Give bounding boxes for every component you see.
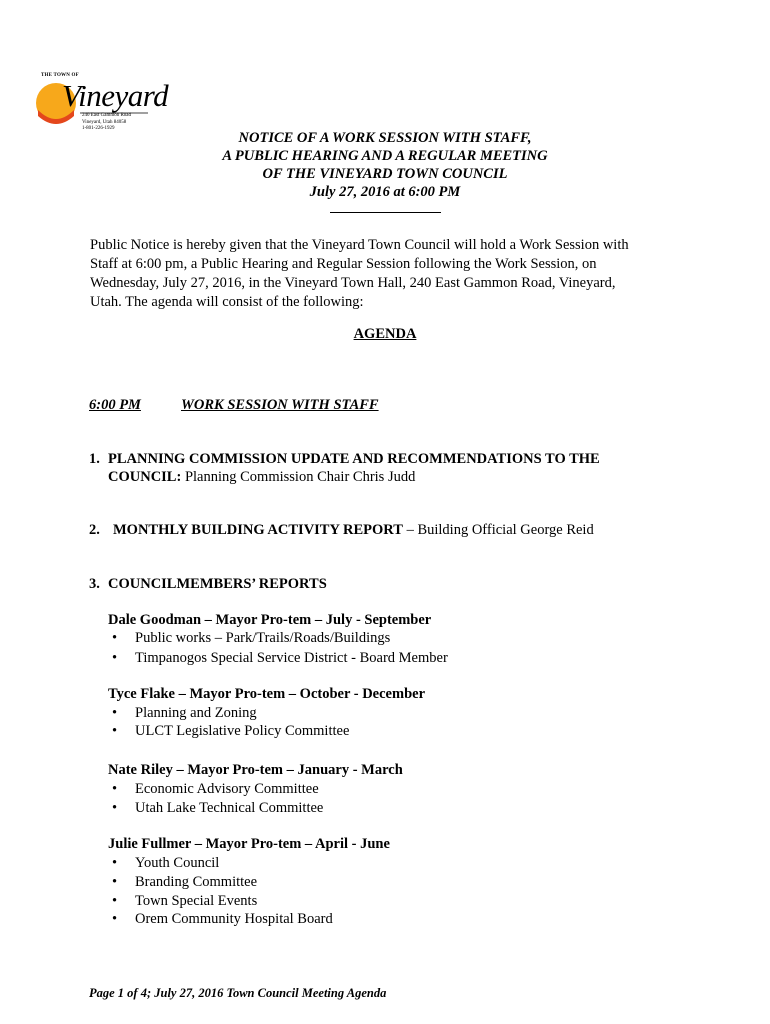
member-duty: Town Special Events: [135, 893, 258, 909]
item-title: COUNCILMEMBERS’ REPORTS: [108, 576, 327, 592]
item-number: 1.: [89, 451, 100, 467]
paragraph-line: Public Notice is hereby given that the Vineyard Town Council will hold a Work Session with: [90, 237, 629, 253]
paragraph-line: Staff at 6:00 pm, a Public Hearing and Regular Session following the Work Session, on: [90, 256, 597, 272]
bullet-icon: •: [112, 893, 118, 909]
header-divider: [330, 212, 441, 213]
member-duty: Economic Advisory Committee: [135, 781, 319, 797]
item-number: 3.: [89, 576, 100, 592]
member-duty: ULCT Legislative Policy Committee: [135, 723, 350, 739]
paragraph-line: Wednesday, July 27, 2016, in the Vineyard Town Hall, 240 East Gammon Road, Vineyard,: [90, 275, 616, 291]
member-heading: Tyce Flake – Mayor Pro-tem – October - December: [108, 686, 426, 702]
item-presenter: [108, 469, 415, 486]
member-duty: Timpanogos Special Service District - Board Member: [135, 650, 448, 666]
notice-title-line: NOTICE OF A WORK SESSION WITH STAFF,: [238, 130, 532, 146]
item-title: PLANNING COMMISSION UPDATE AND RECOMMENDATIONS TO THE: [108, 451, 600, 467]
bullet-icon: •: [112, 911, 118, 927]
notice-title-line: OF THE VINEYARD TOWN COUNCIL: [262, 166, 508, 182]
bullet-icon: •: [112, 723, 118, 739]
member-duty: Branding Committee: [135, 874, 258, 890]
item-line: [113, 522, 594, 539]
member-heading: Dale Goodman – Mayor Pro-tem – July - September: [108, 612, 432, 628]
bullet-icon: •: [112, 630, 118, 646]
item-presenter-text: – Building Official George Reid: [402, 522, 594, 538]
logo-address-line: 240 East Gammon Road: [82, 113, 132, 118]
notice-title-line: A PUBLIC HEARING AND A REGULAR MEETING: [222, 148, 548, 164]
member-duty: Youth Council: [135, 855, 220, 871]
bullet-icon: •: [112, 781, 118, 797]
member-duty: Planning and Zoning: [135, 705, 257, 721]
agenda-heading: AGENDA: [353, 326, 417, 342]
bullet-icon: •: [112, 705, 118, 721]
item-title: MONTHLY BUILDING ACTIVITY REPORT: [113, 522, 403, 538]
paragraph-line: Utah. The agenda will consist of the following:: [90, 294, 364, 310]
bullet-icon: •: [112, 874, 118, 890]
work-session-title: WORK SESSION WITH STAFF: [181, 397, 379, 413]
bullet-icon: •: [112, 800, 118, 816]
member-duty: Orem Community Hospital Board: [135, 911, 333, 927]
meeting-date: July 27, 2016 at 6:00 PM: [309, 184, 461, 200]
member-duty: Utah Lake Technical Committee: [135, 800, 324, 816]
logo-town-of: THE TOWN OF: [41, 73, 79, 78]
item-title-cont: COUNCIL:: [108, 469, 182, 485]
item-number: 2.: [89, 522, 100, 538]
logo-address-line: Vineyard, Utah 84058: [82, 119, 127, 125]
work-session-time: 6:00 PM: [89, 397, 141, 413]
member-heading: Julie Fullmer – Mayor Pro-tem – April - June: [108, 836, 390, 852]
member-heading: Nate Riley – Mayor Pro-tem – January - March: [108, 762, 403, 778]
page-footer: Page 1 of 4; July 27, 2016 Town Council Meeting Agenda: [89, 986, 387, 1000]
bullet-icon: •: [112, 650, 118, 666]
logo-phone: 1-801-226-1929: [82, 126, 115, 131]
bullet-icon: •: [112, 855, 118, 871]
member-duty: Public works – Park/Trails/Roads/Buildings: [135, 630, 391, 646]
item-presenter-text: Planning Commission Chair Chris Judd: [181, 469, 416, 485]
public-notice-paragraph: [90, 236, 690, 312]
logo-wordmark: Vineyard: [62, 78, 169, 113]
